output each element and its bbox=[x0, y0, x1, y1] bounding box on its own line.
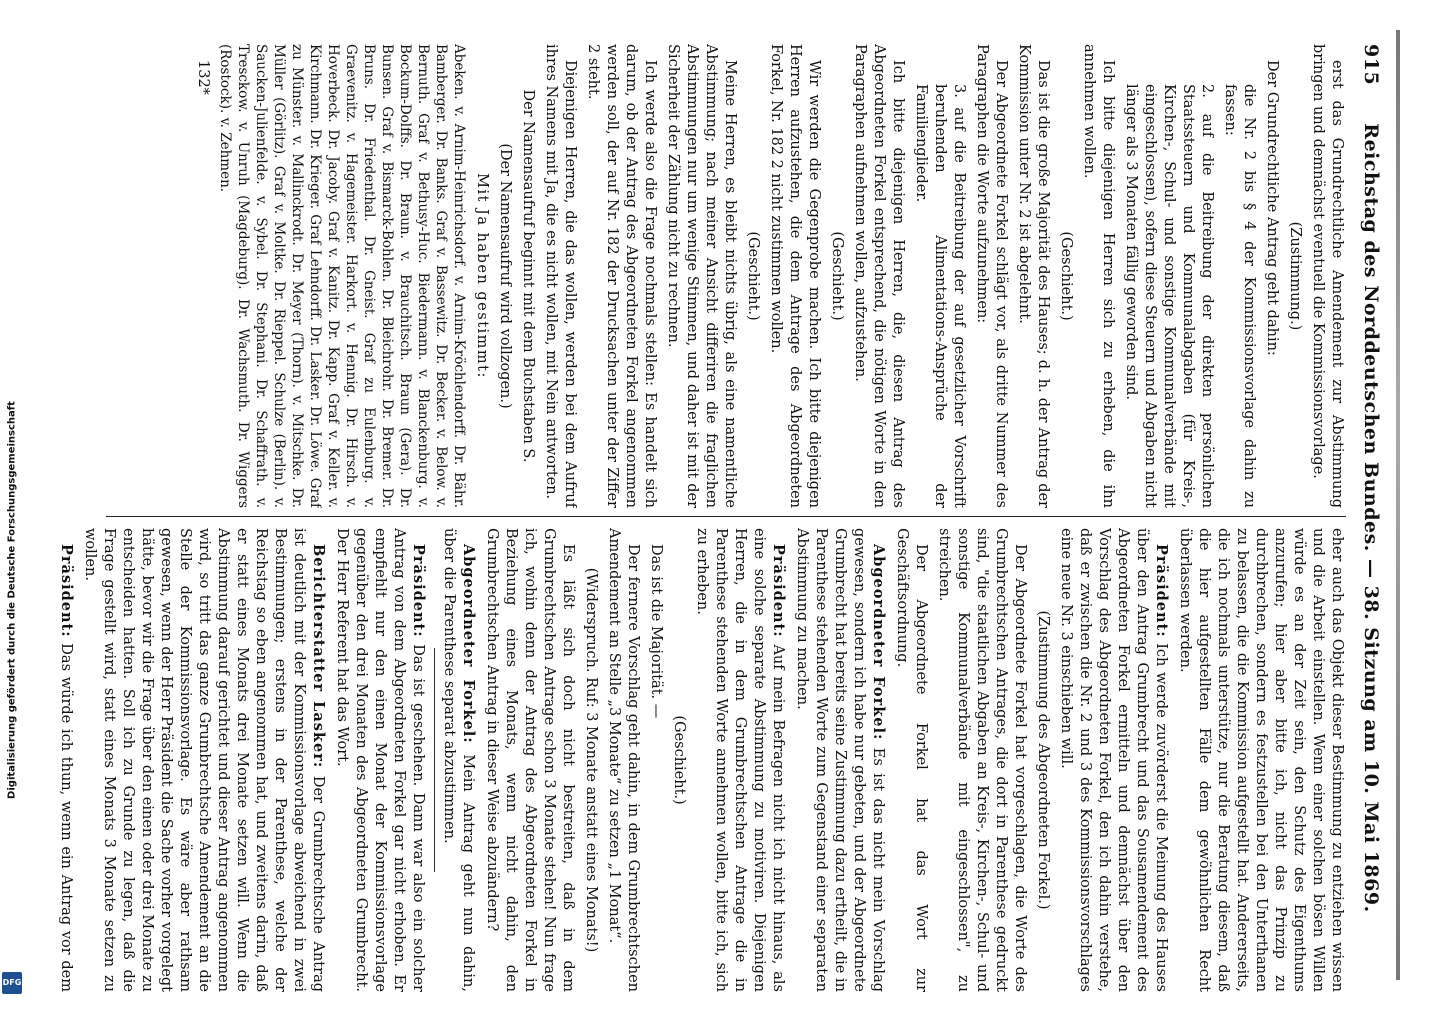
paragraph: Der Abgeordnete Forkel schlägt vor, als dritte Nummer des Paragraphen die Worte aufzunehmen: bbox=[974, 44, 1009, 508]
speech: Ich werde zuvörderst die Meinung des Hauses über den Antrag Grumbrecht und das Sousamendement des Abgeordneten Forkel ermitteln und demnächst über den Vorschlag des Abgeordneten Forkel, den ich dahin verstehe, daß er zwischen die Nr. 2 und 3 des Kommissionsvorschlages eine neue Nr. 3 einschieben will. bbox=[1058, 528, 1169, 992]
paragraph: Diejenigen Herren, die das wollen, werden bei dem Aufruf ihres Namens mit Ja, die es nicht wollen, mit Nein antworten. bbox=[543, 44, 578, 508]
paragraph bbox=[332, 528, 428, 992]
dfg-logo: DFG bbox=[2, 972, 22, 994]
column-divider bbox=[106, 516, 1346, 517]
right-column bbox=[56, 528, 1346, 992]
speech: Das ist geschehen. Dann war also ein solcher Antrag von dem Abgeordneten Forkel gar nicht erhoben. Er empfiehlt nur den einen Monat der Kommissionsvorlage gegenüber den drei Monaten des Abgeordneten Grumbrecht. Der Herr Referent hat das Wort. bbox=[334, 528, 426, 992]
paragraph: Der Grundrechtliche Antrag geht dahin: bbox=[1264, 60, 1280, 356]
quote: 2. auf die Beitreibung der direkten persönlichen Staatssteuern und Kommunalabgaben (für Kreis-, Kirchen-, Schul- und sonstige Kommunalverbände mit eingeschlossen), sofern diese Steuern und Abgaben nicht länger als 3 Monaten fällig geworden sind. bbox=[1123, 84, 1215, 508]
paragraph: Der Abgeordnete Forkel hat vorgeschlagen, die Worte des Grumbrechtschen Antrages, die dort in Parenthese gedruckt sind, "die staatlichen Abgaben an Kreis-, Kirchen-, Schul- und sonstige Kommunalverbände mit eingeschlossen", zu streichen. bbox=[936, 528, 1028, 992]
paragraph bbox=[792, 528, 888, 992]
speech: Das würde ich thun, wenn ein Antrag vor dem bbox=[58, 643, 74, 992]
speaker: Präsident: bbox=[1153, 544, 1170, 638]
paragraph bbox=[692, 528, 788, 992]
page-edge bbox=[1396, 30, 1400, 980]
paragraph: Es läßt sich doch nicht bestreiten, daß in dem Grumbrechtschen Antrage schon 3 Monate stehen! Nun frage ich, wohin denn der Antrag des Abgeordneten Forkel in Beziehung eines Monats, wenn nicht dahin, den Grumbrechtschen Antrag in dieser Weise abzuändern? bbox=[484, 528, 576, 992]
paragraph bbox=[56, 528, 76, 992]
paragraph bbox=[1056, 528, 1171, 992]
paragraph bbox=[439, 528, 478, 992]
paragraph: Der Abgeordnete Forkel hat das Wort zur Geschäftsordnung. bbox=[894, 528, 929, 992]
parenthetical: (Zustimmung.) bbox=[1287, 221, 1303, 331]
speaker: Berichterstatter Lasker: bbox=[310, 544, 327, 769]
paragraph: Ich bitte diejenigen Herren sich zu erheben, die ihn annehmen wollen. bbox=[1081, 44, 1116, 508]
left-column bbox=[56, 44, 1346, 508]
parenthetical: (Geschieht.) bbox=[829, 231, 845, 321]
quote: die Nr. 2 bis § 4 der Kommissionsvorlage dahin zu fassen: bbox=[1222, 84, 1257, 508]
parenthetical: (Zustimmung des Abgeordneten Forkel.) bbox=[1035, 610, 1051, 910]
paragraph bbox=[80, 528, 328, 992]
paragraph: Der Namensaufruf beginnt mit dem Buchstaben S. bbox=[520, 89, 536, 463]
quote: 3. auf die Beitreibung der auf gesetzlicher Vorschrift beruhenden Alimentations-Ansprüche der Familienglieder. bbox=[913, 84, 967, 508]
speaker: Abgeordneter Forkel: bbox=[460, 544, 477, 744]
paragraph: Das ist die große Majorität des Hauses; d. h. der Antrag der Kommission unter Nr. 2 ist abgelehnt. bbox=[1016, 44, 1051, 508]
speaker: Abgeordneter Forkel: bbox=[870, 544, 887, 741]
parenthetical: (Geschieht.) bbox=[745, 231, 761, 321]
footer-strip bbox=[0, 0, 24, 1000]
speech: Der Grumbrechtsche Antrag ist deutlich mit der Kommissionsvorlage abweichend in zwei Bestimmungen; erstens in der Parenthese, welche der Reichstag so eben angenommen hat, und zweitens darin, daß er statt eines Monats drei Monate setzen will. Wenn die Abstimmung darauf gerichtet und dieser Antrag angenommen wird, so tritt das ganze Grumbrechtsche Amendement an die Stelle der Kommissionsvorlage. Es wäre aber rathsam gewesen, wenn der Herr Präsident die Sache vorher vorgelegt hätte, bevor wir die Frage über den einen oder drei Monate zu entscheiden hatten. Soll ich zu Grunde zu legen, daß die Frage gestellt wird, statt eines Monats 3 Monate setzen zu wollen. bbox=[82, 528, 326, 992]
paragraph: eher auch das Objekt dieser Bestimmung zu entziehen wissen und die Arbeit einstellen. Wenn einer solchen bösen Willen würde es an der Zeit sein, den Schutz des Eigenthums anzurufen; hier aber bitte ich, nicht das Prinzip zu durchbrechen, sondern es festzustellen bei den Unterthanen zu belassen, die die Kommission aufgestellt hat. Andererseits, die ich nochmals unterstütze, nur die Beratung diesem, daß die hier aufgestellten Fälle dem gewöhnlichen Recht überlassen werden. bbox=[1177, 528, 1345, 992]
speech: Auf mein Befragen nicht ich nicht hinaus, als eine solche separate Abstimmung zu motiviren. Diejenigen Herren, die in dem Grumbrechtschen Antrage die in Parenthese stehenden Worte annehmen wollen, bitte ich, sich zu erheben. bbox=[694, 528, 786, 992]
paragraph: Ich werde also die Frage nochmals stellen: Es handelt sich darum, ob der Antrag des Abgeordneten Forkel angenommen werden soll, der auf Nr. 182 der Drucksachen unter der Ziffer 2 steht. bbox=[585, 44, 658, 508]
paragraph: Das ist die Majorität. — bbox=[648, 544, 664, 719]
parenthetical: (Geschieht.) bbox=[1058, 231, 1074, 321]
paragraph: erst das Grundrechtliche Amendement zur Abstimmung bringen und demnächst eventuell die Kommissionsvorlage. bbox=[1310, 44, 1345, 508]
signature-mark: 132* bbox=[195, 60, 211, 95]
paragraph: Meine Herren, es bleibt nichts übrig, als eine namentliche Abstimmung; nach meiner Ansicht differiren die fraglichen Abstimmungen nur um wenige Stimmen, und daher ist mit der Sicherheit der Zählung nicht zu rechnen. bbox=[665, 44, 738, 508]
speech: Es ist das nicht mein Vorschlag gewesen, sondern ich habe nur gebeten, und der Abgeordnete Grumbrecht hat bereits seine Zustimmung dazu ertheilt, die in Parenthese stehenden Worte zum Gegenstand einer separaten Abstimmung zu machen. bbox=[794, 528, 886, 992]
paragraph: Der fernere Vorschlag geht dahin, in dem Grumbrechtschen Amendement an Stelle „3 Monate“ zu setzen „1 Monat“. bbox=[606, 528, 641, 992]
speaker: Präsident: bbox=[58, 544, 75, 638]
speech: Mein Antrag geht nun dahin, über die Parenthese separat abzustimmen. bbox=[441, 528, 476, 992]
page-number: 915 bbox=[1360, 44, 1382, 86]
parenthetical: (Widerspruch. Ruf: 3 Monate anstatt eines Monats!) bbox=[583, 567, 599, 953]
rotated-page bbox=[46, 18, 1386, 1018]
name-list: Abeken. v. Arnim-Heinrichsdorf. v. Arnim-Kröchlendorff. Dr. Bähr. Bamberger. Dr. Banks. Graf v. Bassewitz. Dr. Becker. v. Below. v. Bernuth. Graf v. Bethusy-Huc. Biedermann. v. Blanckenburg. v. Bockum-Dolffs. Dr. Braun. v. Brauchitsch. Braun (Gera). Dr. Bunsen. Graf v. Bismarck-Bohlen. Dr. Bleichrohr. Dr. Bremer. Dr. Bruns. Dr. Friedenthal. Dr. Gneist. Graf zu Eulenburg. v. Graevenitz. v. Hagemeister. Harkort. v. Hennig. Dr. Hirsch. v. Hoverbeck. Dr. Jacoby. Graf v. Kanitz. Dr. Kapp. Graf v. Keller. v. Kirchmann. Dr. Krieger. Graf Lehndorff. Dr. Lasker. Dr. Löwe. Graf zu Münster. v. Mallinckrodt. Dr. Meyer (Thorn). v. Mitschke. Dr. Müller (Görlitz). Graf v. Moltke. Dr. Rieppel. Schulze (Berlin). v. Saucken-Julienfelde. v. Sybel. Dr. Stephani. Dr. Schaffrath. v. Tresckow. v. Unruh (Magdeburg). Dr. Wachsmuth. Dr. Wiggers (Rostock). v. Zehmen. bbox=[217, 44, 467, 508]
paragraph: Ich bitte diejenigen Herren, die, diesen Antrag des Abgeordneten Forkel entsprechend, die nötigen Worte in den Paragraphen aufnehmen wollen, aufzustehen. bbox=[852, 44, 906, 508]
speaker: Präsident: bbox=[770, 544, 787, 638]
funding-credit: Digitalisierung gefördert durch die Deutsche Forschungsgemeinschaft bbox=[6, 401, 18, 799]
parenthetical: (Geschieht.) bbox=[671, 715, 687, 805]
page-header bbox=[1352, 44, 1386, 992]
paragraph: Wir werden die Gegenprobe machen. Ich bitte diejenigen Herren aufzustehen, die dem Antrage des Abgeordneten Forkel, Nr. 182 2 nicht zustimmen wollen. bbox=[768, 44, 822, 508]
separator bbox=[434, 648, 435, 872]
parenthetical: (Der Namensaufruf wird vollzogen.) bbox=[497, 143, 513, 409]
running-title: Reichstag des Norddeutschen Bundes. — 38. Sitzung am 10. Mai 1869. bbox=[1360, 123, 1382, 913]
speaker: Präsident: bbox=[410, 544, 427, 638]
vote-heading: Mit Ja haben gestimmt: bbox=[474, 173, 490, 379]
